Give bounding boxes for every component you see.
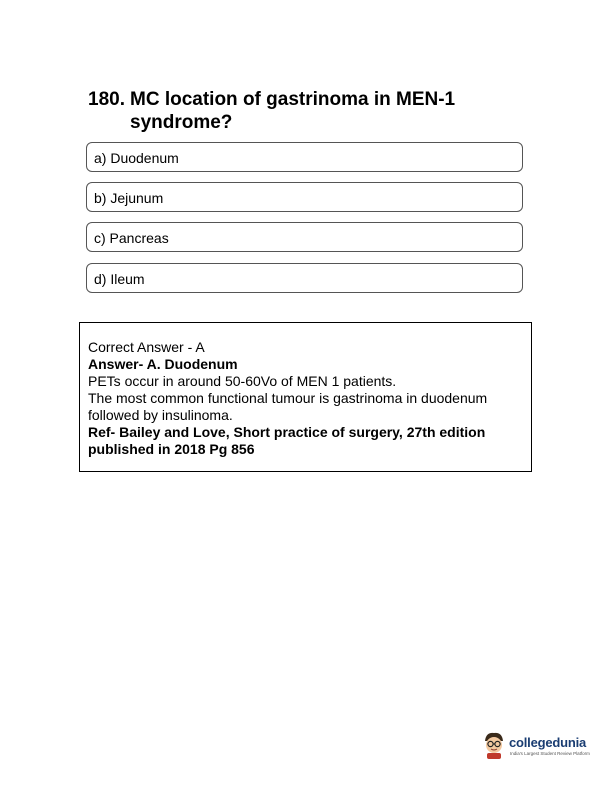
correct-answer: Correct Answer - A bbox=[88, 339, 205, 355]
answer-box bbox=[79, 322, 532, 472]
option-d[interactable]: d) Ileum bbox=[86, 263, 523, 293]
collegedunia-logo bbox=[480, 730, 590, 764]
question-number: 180. bbox=[88, 89, 125, 110]
mascot-icon bbox=[480, 730, 508, 760]
option-a[interactable]: a) Duodenum bbox=[86, 142, 523, 172]
answer-heading: Answer- A. Duodenum bbox=[88, 356, 238, 372]
logo-tagline: India's Largest Student Review Platform bbox=[510, 751, 590, 756]
option-c[interactable]: c) Pancreas bbox=[86, 222, 523, 252]
option-b[interactable]: b) Jejunum bbox=[86, 182, 523, 212]
question-text: MC location of gastrinoma in MEN-1 syndrome? bbox=[130, 89, 456, 133]
explanation-line-1: PETs occur in around 50-60Vo of MEN 1 patients. bbox=[88, 373, 397, 389]
question bbox=[88, 88, 528, 134]
logo-brand: collegedunia bbox=[509, 735, 587, 750]
reference: Ref- Bailey and Love, Short practice of surgery, 27th edition published in 2018 Pg 856 bbox=[88, 424, 486, 457]
explanation-line-2: The most common functional tumour is gastrinoma in duodenum followed by insulinoma. bbox=[88, 390, 488, 423]
